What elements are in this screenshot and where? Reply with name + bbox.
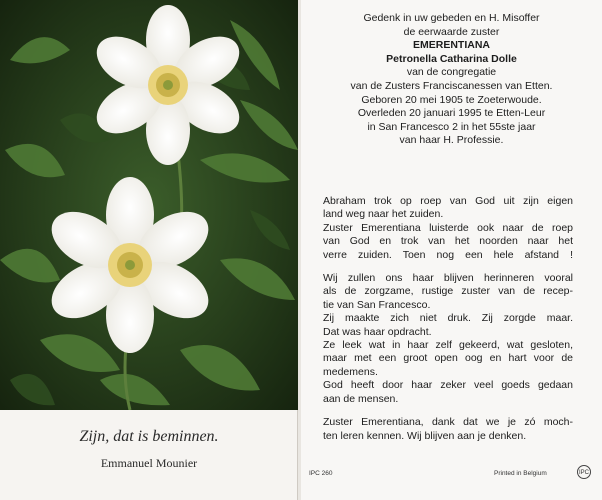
text-line: Abraham trok op roep van God uit zijn eigen [323,195,573,207]
paragraph [323,272,573,406]
text-line: van God en trok van het noorden naar het [323,235,573,248]
text-line: Dat was haar opdracht. [323,325,432,338]
text-line: tie van San Francesco. [323,298,431,311]
text-line: Wij zullen ons haar blijven herinneren vooral [323,272,573,285]
text-line: Zuster Emerentiana luisterde ook naar de roep [323,221,573,234]
text-line: verre zuiden. Toen nog een hele afstand ! [323,248,573,261]
header-line: Gedenk in uw gebeden en H. Misoffer [363,12,540,24]
text-line: Ze leek wat in haar zelf gekeerd, wat gesloten, [323,339,573,352]
flower-photo [0,0,298,410]
quote-author: Emmanuel Mounier [100,456,198,470]
full-name: Petronella Catharina Dolle [386,52,517,65]
paragraph [323,195,573,262]
memorial-text [323,195,573,453]
card-code: IPC 260 [309,470,333,477]
text-line: God heeft door haar zeker veel goeds gedaan [323,379,573,392]
text-line: land weg naar het zuiden. [323,208,444,221]
header-line: de eerwaarde zuster [403,25,500,38]
text-line: Zuster Emerentiana, dank dat we je zó moch- [323,416,573,429]
detail-line: van de congregatie [406,66,497,79]
text-line: maar met een groot open oog en hart voor de [323,352,573,365]
text-line: aan de mensen. [323,392,399,405]
detail-line: Overleden 20 januari 1995 te Etten-Leur [357,107,546,120]
memorial-header [309,12,594,148]
detail-line: van de Zusters Franciscanessen van Etten. [350,79,553,92]
detail-line: van haar H. Professie. [399,134,504,147]
text-line: medemens. [323,365,378,378]
detail-line: in San Francesco 2 in het 55ste jaar [367,120,536,133]
quote-text: Zijn, dat is beminnen. [79,428,219,445]
text-line: Zij maakte zich niet druk. Zij zorgde maar. [323,312,573,325]
text-line: ten leren kennen. Wij blijven aan je denken. [323,429,527,442]
publisher-logo-icon: IPC [577,465,591,479]
detail-line: Geboren 20 mei 1905 te Zoeterwoude. [361,93,542,106]
religious-name: EMERENTIANA [412,39,490,52]
prayer-card-front [0,0,298,500]
paragraph [323,416,573,443]
prayer-card-back [301,0,602,500]
text-line: als de zorgzame, rustige zuster van de recep- [323,285,573,298]
printed-note: Printed in Belgium [494,470,547,477]
